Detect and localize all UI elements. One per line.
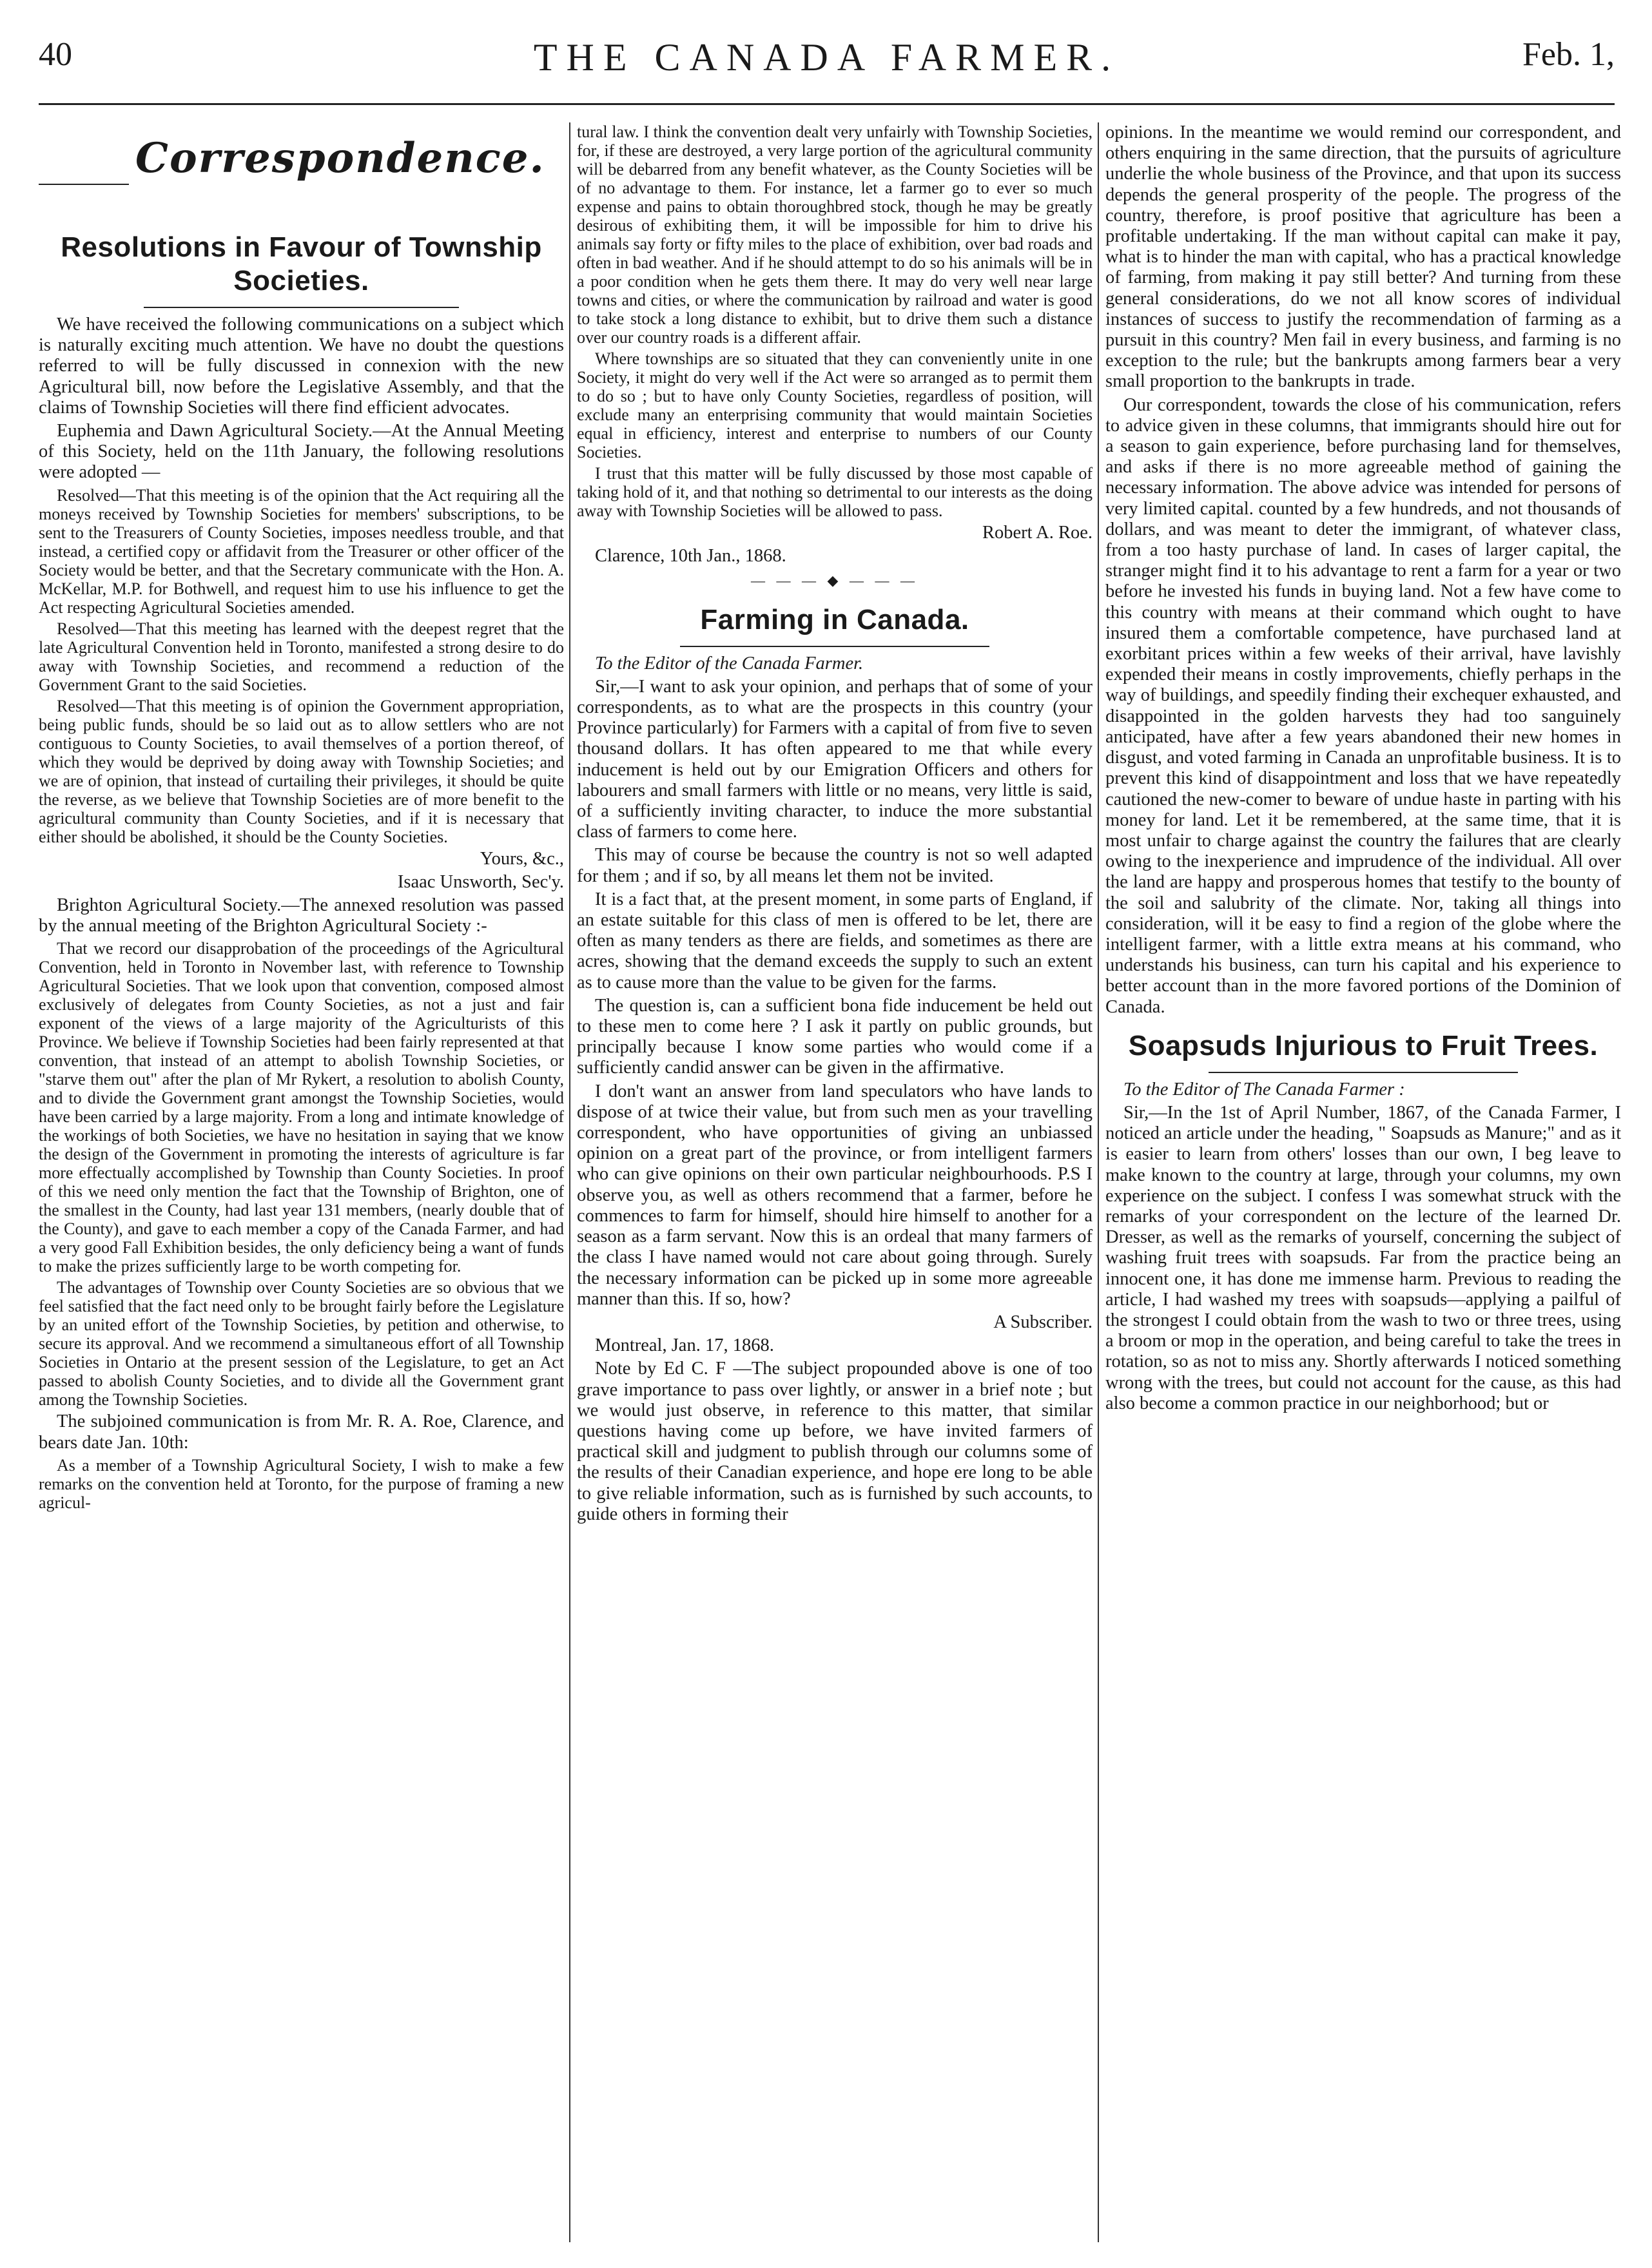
heading-rule [144, 307, 459, 308]
paragraph: opinions. In the meantime we would remind our correspondent, and others enquiring in the same direction, that the pursuits of agriculture underlie the whole business of the Province, and that upon its success depends the general prosperity of the people. The progress of the country, therefore, is proof positive that agriculture has been a profitable undertaking. If the man without capital can make it pay, what is to hinder the man with capital, who has a practical knowledge of farming, from making it pay still better? And turning from these general considerations, do we not all know scores of individual instances of success to justify the recommendation of farming as a pursuit in this country? Men fail in every business, and farming is no exception to the rule; but the bankrupts among farmers bear a very small proportion to the bankrupts in trade. [1105, 122, 1621, 392]
ornament-line [39, 184, 129, 185]
resolution: Resolved—That this meeting is of the opinion that the Act requiring all the moneys received by Township Societies for members' subscriptions, to be sent to the Treasurers of County Societies, imposes needless trouble, and that instead, a certified copy or affidavit from the Treasurer or other officer of the Society would be better, and that the Secretary communicate with the Hon. A. McKellar, M.P. for Bothwell, and request him to use his influence to get the Act respecting Agricultural Societies amended. [39, 485, 564, 617]
dateline: Montreal, Jan. 17, 1868. [595, 1335, 774, 1356]
paragraph: As a member of a Township Agricultural Society, I wish to make a few remarks on the convention held at Toronto, for the purpose of framing a new agricul- [39, 1455, 564, 1512]
paragraph: It is a fact that, at the present moment, in some parts of England, if an estate suitable for this class of men is offered to be let, there are often as many tenders as there are fields, and sometimes as there are acres, showing that the demand exceeds the supply to such an extent as to cause more than the value to be given for the farms. [577, 889, 1093, 993]
resolution: That we record our disapprobation of the proceedings of the Agricultural Convention, held in Toronto in November last, with reference to Township Agricultural Societies. That we look upon that convention, composed almost exclusively of delegates from County Societies, as not a just and fair exponent of the views of a large majority of the Agriculturists of this Province. We believe if Township Societies had been fairly represented at that convention, that instead of an attempt to abolish Township Societies, or "starve them out" after the plan of Mr Rykert, a resolution to abolish County, and to divide the Government grant amongst the Township Societies, would have been carried by a large majority. From a long and intimate knowledge of the workings of both Societies, we have no hesitation in saying that we know the design of the Government in promoting the interests of agriculture is far more effectually accomplished by Township than County Societies. In proof of this we need only mention the fact that the Township of Brighton, one of the smallest in the County, had last year 131 members, (nearly double that of the County), and gave to each member a copy of the Canada Farmer, and had a very good Fall Exhibition besides, the only deficiency being a want of funds to make the prizes sufficiently large to be worth competing for. [39, 939, 564, 1276]
column-1 [39, 122, 564, 2242]
paragraph: We have received the following communications on a subject which is naturally exciting much attention. We have no doubt the questions referred to will be fully discussed in connexion with the new Agricultural bill, now before the Legislative Assembly, and that the claims of Township Societies will there find efficient advocates. [39, 315, 564, 418]
paragraph: The question is, can a sufficient bona fide inducement be held out to these men to come here ? I ask it partly on public grounds, but principally because I know some parties who would come if a sufficiently candid answer can be given in the affirmative. [577, 995, 1093, 1078]
issue-date: Feb. 1, [1522, 36, 1615, 73]
section-divider: — — — ◆ — — — [751, 572, 918, 589]
signature-line: Yours, &c., [480, 848, 564, 869]
newspaper-title: THE CANADA FARMER. [533, 36, 1120, 79]
heading-rule [1209, 1072, 1518, 1073]
paragraph: Sir,—I want to ask your opinion, and perhaps that of some of your correspondents, as to what are the prospects in this country (your Province particularly) for Farmers with a capital of from five to seven thousand dollars. It has often appeared to me that while every inducement is held out by our Emigration Officers and others for labourers and small farmers with little or no means, very little is said, of a sufficiently inviting character, to induce the more substantial class of farmers to come here. [577, 676, 1093, 842]
column-separator [1098, 122, 1099, 2242]
article-heading: Soapsuds Injurious to Fruit Trees. [1128, 1029, 1599, 1061]
masthead [39, 35, 1615, 97]
paragraph: I trust that this matter will be fully discussed by those most capable of taking hold of it, and that nothing so detrimental to our interests as the doing away with Township Societies will be allowed to pass. [577, 464, 1093, 520]
paragraph: Sir,—In the 1st of April Number, 1867, of the Canada Farmer, I noticed an article under the heading, " Soapsuds as Manure;" and as it is easier to learn from others' losses than our own, I beg leave to make known to the country at large, through your columns, my own experience on the subject. I confess I was somewhat struck with the remarks of your correspondent on the lecture of the learned Dr. Dresser, as well as the remarks of yourself, concerning the subject of washing fruit trees with soapsuds. Far from the practice being an innocent one, it has done me immense harm. Previous to reading the article, I had washed my trees with soapsuds—applying a pailful of the strongest I could obtain from the wash to two or three trees, using a broom or mop in the operation, and being careful to take the trees in rotation, so as not to miss any. Shortly afterwards I noticed something wrong with the trees, but could not account for the cause, as this had also become a common practice in our neighborhood; but or [1105, 1102, 1621, 1413]
editor-note: Note by Ed C. F —The subject propounded above is one of too grave importance to pass over lightly, or answer in a brief note ; but we would just observe, in reference to this matter, that similar questions having come up before, we have invited farmers of practical skill and judgment to publish through our columns some of the results of their Canadian experience, and hope ere long to be able to give reliable information, such as is furnished by such accounts, to guide others in forming their [577, 1359, 1093, 1524]
resolution: Resolved—That this meeting is of opinion the Government appropriation, being public funds, should be so laid out as to allow settlers who are not contiguous to County Societies, to avail themselves of a portion thereof, of which they would be deprived by doing away with Township Societies; and we are of opinion, that instead of curtailing their privileges, it should be quite the reverse, as we believe that Township Societies are of more benefit to the agricultural community than County Societies, and if it is necessary that either should be abolished, it should be the County Societies. [39, 696, 564, 846]
paragraph: The subjoined communication is from Mr. R. A. Roe, Clarence, and bears date Jan. 10th: [39, 1411, 564, 1453]
page-number: 40 [39, 36, 72, 73]
paragraph: This may of course be because the country is not so well adapted for them ; and if so, by all means let them not be invited. [577, 845, 1093, 886]
paragraph: Where townships are so situated that they can conveniently unite in one Society, it might do very well if the Act were so arranged as to permit them to do so ; but to have only County Societies, regardless of position, will exclude many an enterprising community that would maintain Societies equal in efficiency, interest and enterprise to numbers of our County Societies. [577, 349, 1093, 461]
signature-name: A Subscriber. [993, 1312, 1093, 1332]
ornament-title: Correspondence. [135, 134, 545, 182]
resolution: The advantages of Township over County Societies are so obvious that we feel satisfied that the fact need only to be brought fairly before the Legislature by an united effort of the Township Societies, by petition and otherwise, to secure its approval. And we recommend a simultaneous effort of all Township Societies in Ontario at the present session of the Legislature, to get an Act passed to abolish County Societies, and to divide all the Government grant among the Township Societies. [39, 1278, 564, 1410]
column-3 [1105, 122, 1621, 2242]
column-2 [577, 122, 1093, 2242]
correspondence-ornament [39, 122, 564, 219]
masthead-rule [39, 103, 1615, 105]
column-separator [569, 122, 570, 2242]
dateline: Clarence, 10th Jan., 1868. [595, 546, 786, 567]
article-heading: Resolutions in Favour of Township Societies. [61, 231, 542, 296]
paragraph: Our correspondent, towards the close of his communication, refers to advice given in these columns, that immigrants should hire out for a season to gain experience, before purchasing land for themselves, and asks if there is no more agreeable method of gaining the necessary information. The above advice was intended for persons of very limited capital. counted by a few hundreds, and not thousands of dollars, and was meant to deter the immigrant, of whatever class, from a too hasty purchase of land. In cases of larger capital, the stranger might find it to his advantage to rent a farm for a year or two before he invested his funds in buying land. Not a few have come to this country with means at their command which ought to have insured them a comfortable competence, have purchased land at exorbitant prices within a few weeks of their arrival, have lavishly expended their means in costly improvements, chiefly perhaps in the way of buildings, and speedily finding their exchequer exhausted, and disappointed in the golden harvests they had too sanguinely anticipated, have after a few years abandoned their new homes in disgust, and voted farming in Canada an unprofitable business. It is to prevent this kind of disappointment and loss that we have repeatedly cautioned the new-comer to beware of undue haste in parting with his money for land. Let it be remembered, at the same time, that it is most unfair to charge against the country the failures that are clearly owing to the inexperience and imprudence of the individual. All over the land are happy and prosperous homes that testify to the bounty of the soil and salubrity of the climate. Nor, taking all things into consideration, will it be easy to find a region of the globe where the intelligent farmer, with a little extra means at his command, who understands his business, can turn his capital and his experience to better account than in the more favored portions of the Dominion of Canada. [1105, 394, 1621, 1017]
paragraph: tural law. I think the convention dealt very unfairly with Township Societies, for, if these are destroyed, a very large portion of the agricultural community will be debarred from any benefit whatever, as the County Societies will be of no advantage to them. For instance, let a farmer go to ever so much expense and pains to obtain thoroughbred stock, though he may be greatly desirous of exhibiting them, it will be impossible for him to drive his animals say forty or fifty miles to the place of exhibition, over bad roads and often in bad weather. And if he should attempt to do so his animals will be in a poor condition when he gets them there. It may do very well near large towns and cities, or where the communication by railroad and water is good to take stock a long distance to exhibit, but to drive them such a distance over our country roads is a different affair. [577, 122, 1093, 347]
signature-name: Isaac Unsworth, Sec'y. [397, 871, 564, 892]
salutation: To the Editor of The Canada Farmer : [1123, 1079, 1405, 1100]
paragraph: Euphemia and Dawn Agricultural Society.—At the Annual Meeting of this Society, held on the 11th January, the following resolutions were adopted — [39, 421, 564, 483]
salutation: To the Editor of the Canada Farmer. [595, 653, 864, 674]
article-heading: Farming in Canada. [700, 603, 969, 635]
paragraph: Brighton Agricultural Society.—The annexed resolution was passed by the annual meeting of the Brighton Agricultural Society :- [39, 895, 564, 936]
resolution: Resolved—That this meeting has learned with the deepest regret that the late Agricultural Convention held in Toronto, manifested a strong desire to do away with Township Societies, and recommend a reduction of the Government Grant to the said Societies. [39, 619, 564, 694]
heading-rule [680, 646, 989, 647]
paragraph: I don't want an answer from land speculators who have lands to dispose of at twice their value, but from such men as your travelling correspondent, who have opportunities of giving an unbiassed opinion on a great part of the province, or from intelligent farmers who can give opinions on their own particular neighbourhoods. P.S I observe you, as well as others recommend that a farmer, before he commences to farm for himself, should hire himself to another for a season as a farm servant. Now this is an ordeal that many farmers of the class I have named would not care about going through. Surely the necessary information can be picked up in some more agreeable manner than this. If so, how? [577, 1081, 1093, 1309]
signature-name: Robert A. Roe. [982, 523, 1093, 543]
